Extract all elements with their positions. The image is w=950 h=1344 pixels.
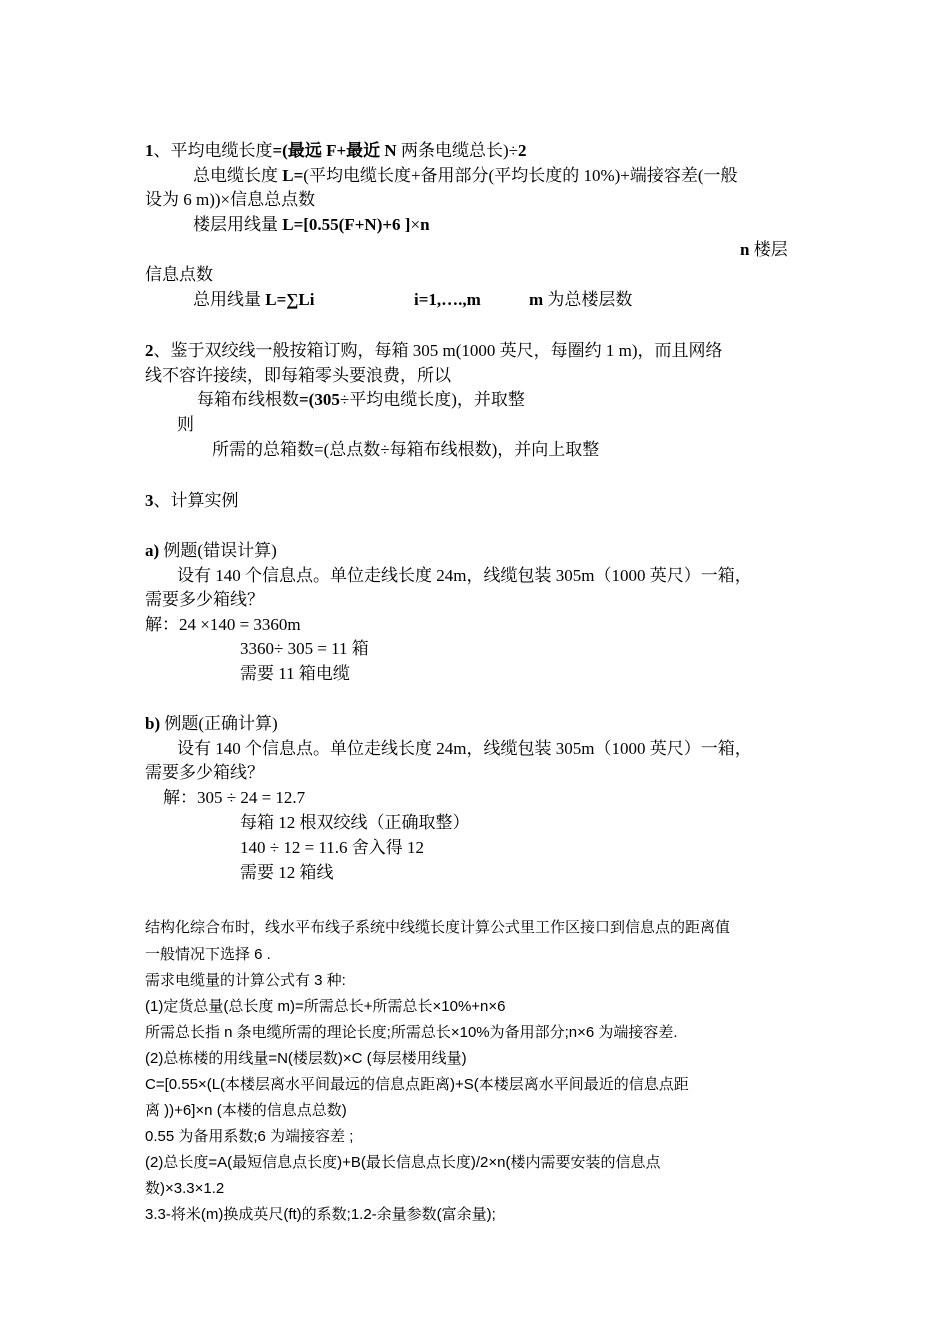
ex-b-solution-4: 需要 12 箱线: [240, 863, 334, 882]
s1-line-1: 1、平均电缆长度=(最远 F+最近 N 两条电缆总长)÷2: [145, 141, 527, 160]
note-line: 结构化综合布时，线水平布线子系统中线缆长度计算公式里工作区接口到信息点的距离值: [145, 919, 731, 936]
s3-heading: 3、计算实例: [145, 491, 239, 510]
note-line: (2)总长度=A(最短信息点长度)+B(最长信息点长度)/2×n(楼内需要安装的信息点: [145, 1154, 661, 1171]
s1-line-4: 楼层用线量 L=[0.55(F+N)+6 ]×n: [193, 215, 430, 234]
note-line: 0.55 为备用系数;6 为端接容差 ;: [145, 1128, 354, 1145]
s2-line-5: 所需的总箱数=(总点数÷每箱布线根数)，并向上取整: [212, 440, 600, 459]
ex-a-question-2: 需要多少箱线？: [145, 590, 264, 609]
ex-b-title: b) 例题(正确计算): [145, 714, 278, 733]
ex-b-solution-3: 140 ÷ 12 = 11.6 舍入得 12: [240, 838, 425, 857]
ex-b-solution-1: 解：305 ÷ 24 = 12.7: [163, 788, 306, 807]
note-line: (1)定货总量(总长度 m)=所需总长+所需总长×10%+n×6: [145, 998, 506, 1015]
s2-line-1: 2、鉴于双绞线一般按箱订购，每箱 305 m(1000 英尺，每圈约 1 m)，而且网络: [145, 341, 723, 360]
note-line: 所需总长指 n 条电缆所需的理论长度;所需总长×10%为备用部分;n×6 为端接容差.: [145, 1024, 678, 1041]
ex-b-solution-2: 每箱 12 根双绞线（正确取整）: [240, 813, 470, 832]
s1-line-5: n 楼层: [740, 240, 788, 259]
s2-line-4: 则: [177, 415, 194, 434]
ex-a-solution-3: 需要 11 箱电缆: [240, 664, 350, 683]
s1-line-7-range: i=1,….,m: [414, 290, 481, 309]
note-line: 一般情况下选择 6 .: [145, 946, 271, 963]
s1-line-7: 总用线量 L=∑Li: [193, 290, 315, 309]
ex-b-question-1: 设有 140 个信息点。单位走线长度 24m，线缆包装 305m（1000 英尺）一箱，: [177, 739, 752, 758]
note-line: 3.3-将米(m)换成英尺(ft)的系数;1.2-余量参数(富余量);: [145, 1206, 496, 1223]
s1-line-7-note: m 为总楼层数: [529, 290, 633, 309]
ex-a-question-1: 设有 140 个信息点。单位走线长度 24m，线缆包装 305m（1000 英尺）一箱，: [177, 566, 752, 585]
s2-line-2: 线不容许接续，即每箱零头要浪费，所以: [145, 366, 451, 385]
note-line: 离 ))+6]×n (本楼的信息点总数): [145, 1102, 347, 1119]
s1-line-3: 设为 6 m))×信息总点数: [145, 190, 316, 209]
ex-a-title: a) 例题(错误计算): [145, 541, 277, 560]
ex-b-question-2: 需要多少箱线？: [145, 763, 264, 782]
ex-a-solution-1: 解：24 ×140 = 3360m: [145, 615, 301, 634]
note-line: 需求电缆量的计算公式有 3 种:: [145, 972, 346, 989]
s1-line-2: 总电缆长度 L=(平均电缆长度+备用部分(平均长度的 10%)+端接容差(一般: [193, 166, 738, 185]
ex-a-solution-2: 3360÷ 305 = 11 箱: [240, 639, 369, 658]
note-line: (2)总栋楼的用线量=N(楼层数)×C (每层楼用线量): [145, 1050, 467, 1067]
s1-line-6: 信息点数: [145, 265, 213, 284]
note-line: C=[0.55×(L(本楼层离水平间最远的信息点距离)+S(本楼层离水平间最近的信息点距: [145, 1076, 689, 1093]
s2-line-3: 每箱布线根数=(305÷平均电缆长度)，并取整: [197, 390, 525, 409]
note-line: 数)×3.3×1.2: [145, 1180, 225, 1197]
